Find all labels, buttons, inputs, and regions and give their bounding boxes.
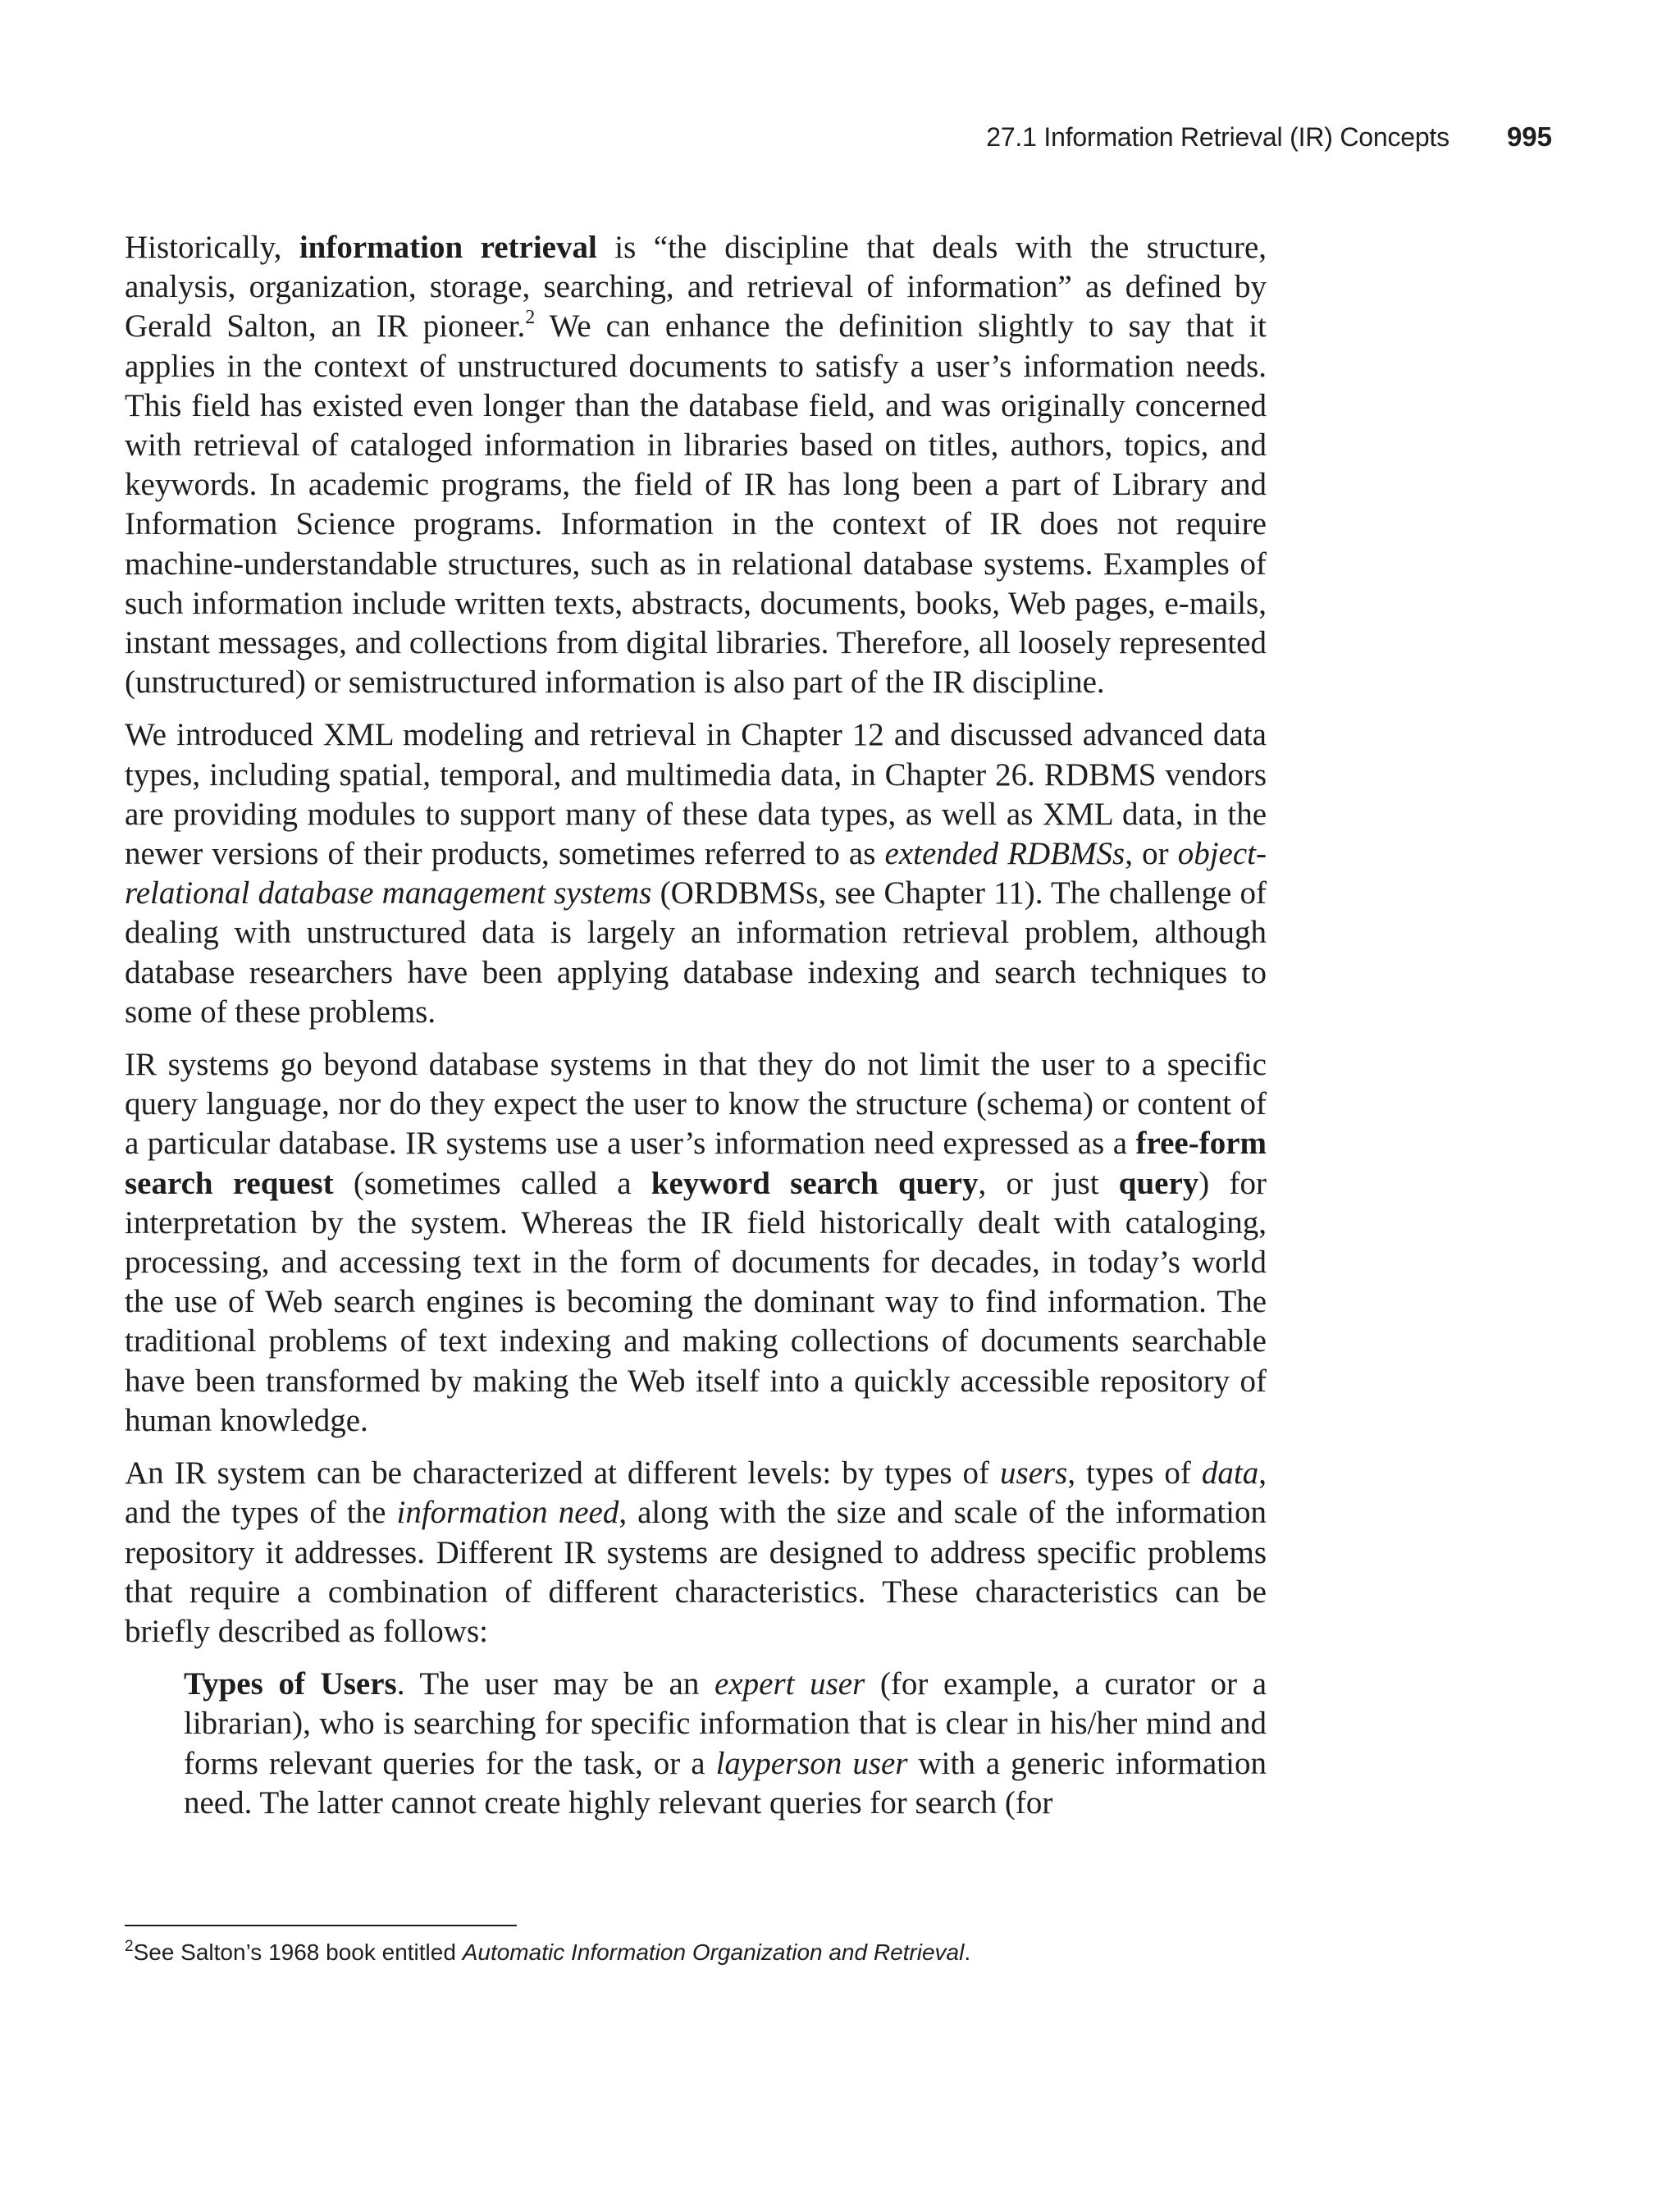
- text-run: IR systems go beyond database systems in that they do not limit the user to a specific query language, nor do they expect the user to know the structure (schema) or content of a particular database. IR systems use a user’s information need expressed as a: [125, 1047, 1267, 1162]
- term-ordbms: object-relational database management systems: [125, 836, 1267, 911]
- term-layperson-user: layperson user: [715, 1745, 908, 1781]
- term-extended-rdbms: extended RDBMSs: [884, 836, 1125, 872]
- text-run: Historically,: [125, 230, 299, 265]
- footnote-divider: [125, 1925, 517, 1926]
- paragraph-xml-rdbms: [125, 715, 1267, 1032]
- text-run: We introduced XML modeling and retrieval in Chapter 12 and discussed advanced data types, including spatial, temporal, and multimedia data, in Chapter 26. RDBMS vendors are providing modules to support many of these data types, as well as XML data, in the newer versions of their products, sometimes referred to as: [125, 717, 1267, 872]
- running-head: [986, 121, 1552, 154]
- paragraph-ir-vs-database: [125, 1045, 1267, 1441]
- term-free-form-search-request: free-form search request: [125, 1126, 1267, 1201]
- text-run: with a generic information need. The latter cannot create highly relevant queries for search (for: [184, 1745, 1267, 1821]
- term-information-retrieval: information retrieval: [299, 230, 597, 265]
- text-run: See Salton’s 1968 book entitled: [133, 1939, 463, 1965]
- footnote-book-title: Automatic Information Organization and Retrieval: [462, 1939, 965, 1965]
- text-run: .: [964, 1939, 971, 1965]
- paragraph-ir-characteristics: [125, 1454, 1267, 1652]
- footnote-marker: 2: [125, 1938, 134, 1955]
- text-run: , or: [1125, 836, 1178, 872]
- term-information-need: information need: [396, 1495, 619, 1531]
- term-types-of-users: Types of Users: [184, 1666, 397, 1702]
- term-keyword-search-query: keyword search query: [651, 1165, 979, 1201]
- text-run: , or just: [978, 1165, 1119, 1201]
- text-run: (for example, a curator or a librarian), who is searching for specific information that is clear in his/her mind and forms relevant queries for the task, or a: [184, 1666, 1267, 1781]
- term-expert-user: expert user: [714, 1666, 865, 1702]
- text-run: , types of: [1067, 1455, 1202, 1492]
- section-title: 27.1 Information Retrieval (IR) Concepts: [986, 122, 1449, 152]
- text-run: , and the types of the: [125, 1455, 1267, 1531]
- text-run: An IR system can be characterized at different levels: by types of: [125, 1455, 1001, 1492]
- term-data: data: [1201, 1455, 1259, 1492]
- footnote-reference: 2: [525, 307, 536, 329]
- text-run: , along with the size and scale of the information repository it addresses. Different IR systems are designed to address specific problems that require a combination of different characteristics. These characteristics can be briefly described as follows:: [125, 1495, 1267, 1649]
- term-users: users: [1000, 1455, 1068, 1492]
- body-text: [125, 228, 1267, 1836]
- text-run: . The user may be an: [396, 1666, 715, 1702]
- term-query: query: [1118, 1165, 1199, 1201]
- page-number: 995: [1506, 121, 1552, 152]
- text-run: ) for interpretation by the system. Whereas the IR field historically dealt with cataloging, processing, and accessing text in the form of documents for decades, in today’s world the use of Web search engines is becoming the dominant way to find information. The traditional problems of text indexing and making collections of documents searchable have been transformed by making the Web itself into a quickly accessible repository of human knowledge.: [125, 1165, 1267, 1438]
- paragraph-ir-history: [125, 228, 1267, 702]
- text-run: (ORDBMSs, see Chapter 11). The challenge of dealing with unstructured data is largely an information retrieval problem, although database researchers have been applying database indexing and search techniques to some of these problems.: [125, 875, 1267, 1030]
- text-run: (sometimes called a: [333, 1165, 651, 1201]
- text-run: is “the discipline that deals with the structure, analysis, organization, storage, searching, and retrieval of information” as defined by Gerald Salton, an IR pioneer.: [125, 230, 1267, 345]
- text-run: We can enhance the definition slightly to say that it applies in the context of unstructured documents to satisfy a user’s information needs. This field has existed even longer than the database field, and was originally concerned with retrieval of cataloged information in libraries based on titles, authors, topics, and keywords. In academic programs, the field of IR has long been a part of Library and Information Science programs. Information in the context of IR does not require machine-understandable structures, such as in relational database systems. Examples of such information include written texts, abstracts, documents, books, Web pages, e-mails, instant messages, and collections from digital libraries. Therefore, all loosely represented (unstructured) or semistructured information is also part of the IR discipline.: [125, 308, 1267, 701]
- paragraph-types-of-users: [125, 1665, 1267, 1823]
- footnote: [125, 1938, 1267, 1967]
